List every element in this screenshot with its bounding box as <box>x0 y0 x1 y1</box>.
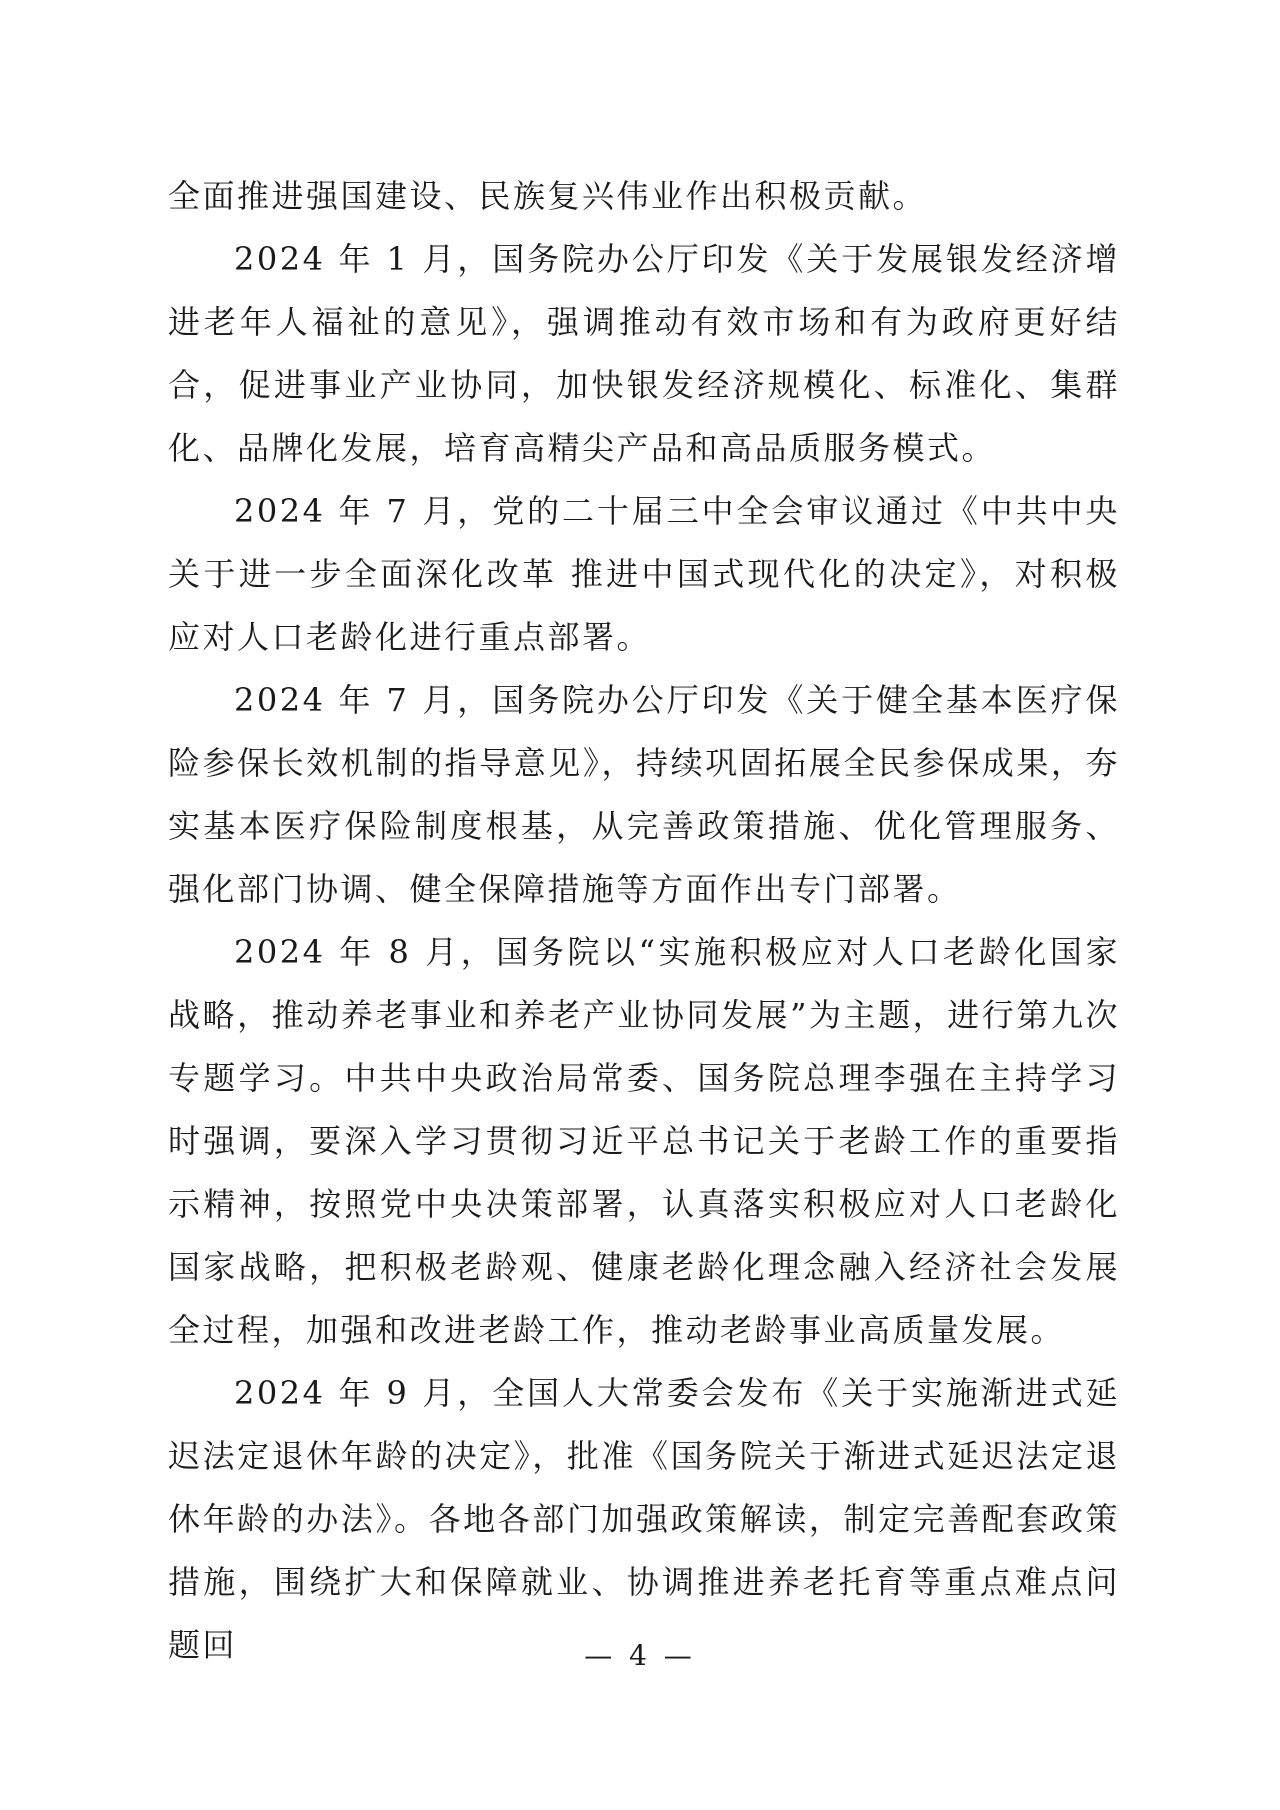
paragraph-continuation: 全面推进强国建设、民族复兴伟业作出积极贡献。 <box>168 177 928 215</box>
paragraph-2024-jan: 2024 年 1 月，国务院办公厅印发《关于发展银发经济增进老年人福祉的意见》，强调推动有效市场和有为政府更好结合，促进事业产业协同，加快银发经济规模化、标准化、集群化、品牌化发展，培育高精尖产品和高品质服务模式。 <box>168 240 1120 467</box>
document-body <box>168 165 1120 1677</box>
page-number: — 4 — <box>584 1639 696 1672</box>
paragraph-2024-sep: 2024 年 9 月，全国人大常委会发布《关于实施渐进式延迟法定退休年龄的决定》，批准《国务院关于渐进式延迟法定退休年龄的办法》。各地各部门加强政策解读，制定完善配套政策措施，围绕扩大和保障就业、协调推进养老托育等重点难点问题回 <box>168 1374 1120 1664</box>
paragraph-2024-jul-insurance: 2024 年 7 月，国务院办公厅印发《关于健全基本医疗保险参保长效机制的指导意见》，持续巩固拓展全民参保成果，夯实基本医疗保险制度根基，从完善政策措施、优化管理服务、强化部门协调、健全保障措施等方面作出专门部署。 <box>168 681 1120 908</box>
paragraph-2024-jul-plenum: 2024 年 7 月，党的二十届三中全会审议通过《中共中央关于进一步全面深化改革 推进中国式现代化的决定》，对积极应对人口老龄化进行重点部署。 <box>168 492 1120 656</box>
paragraph-2024-aug: 2024 年 8 月，国务院以“实施积极应对人口老龄化国家战略，推动养老事业和养老产业协同发展”为主题，进行第九次专题学习。中共中央政治局常委、国务院总理李强在主持学习时强调，要深入学习贯彻习近平总书记关于老龄工作的重要指示精神，按照党中央决策部署，认真落实积极应对人口老龄化国家战略，把积极老龄观、健康老龄化理念融入经济社会发展全过程，加强和改进老龄工作，推动老龄事业高质量发展。 <box>168 933 1120 1349</box>
